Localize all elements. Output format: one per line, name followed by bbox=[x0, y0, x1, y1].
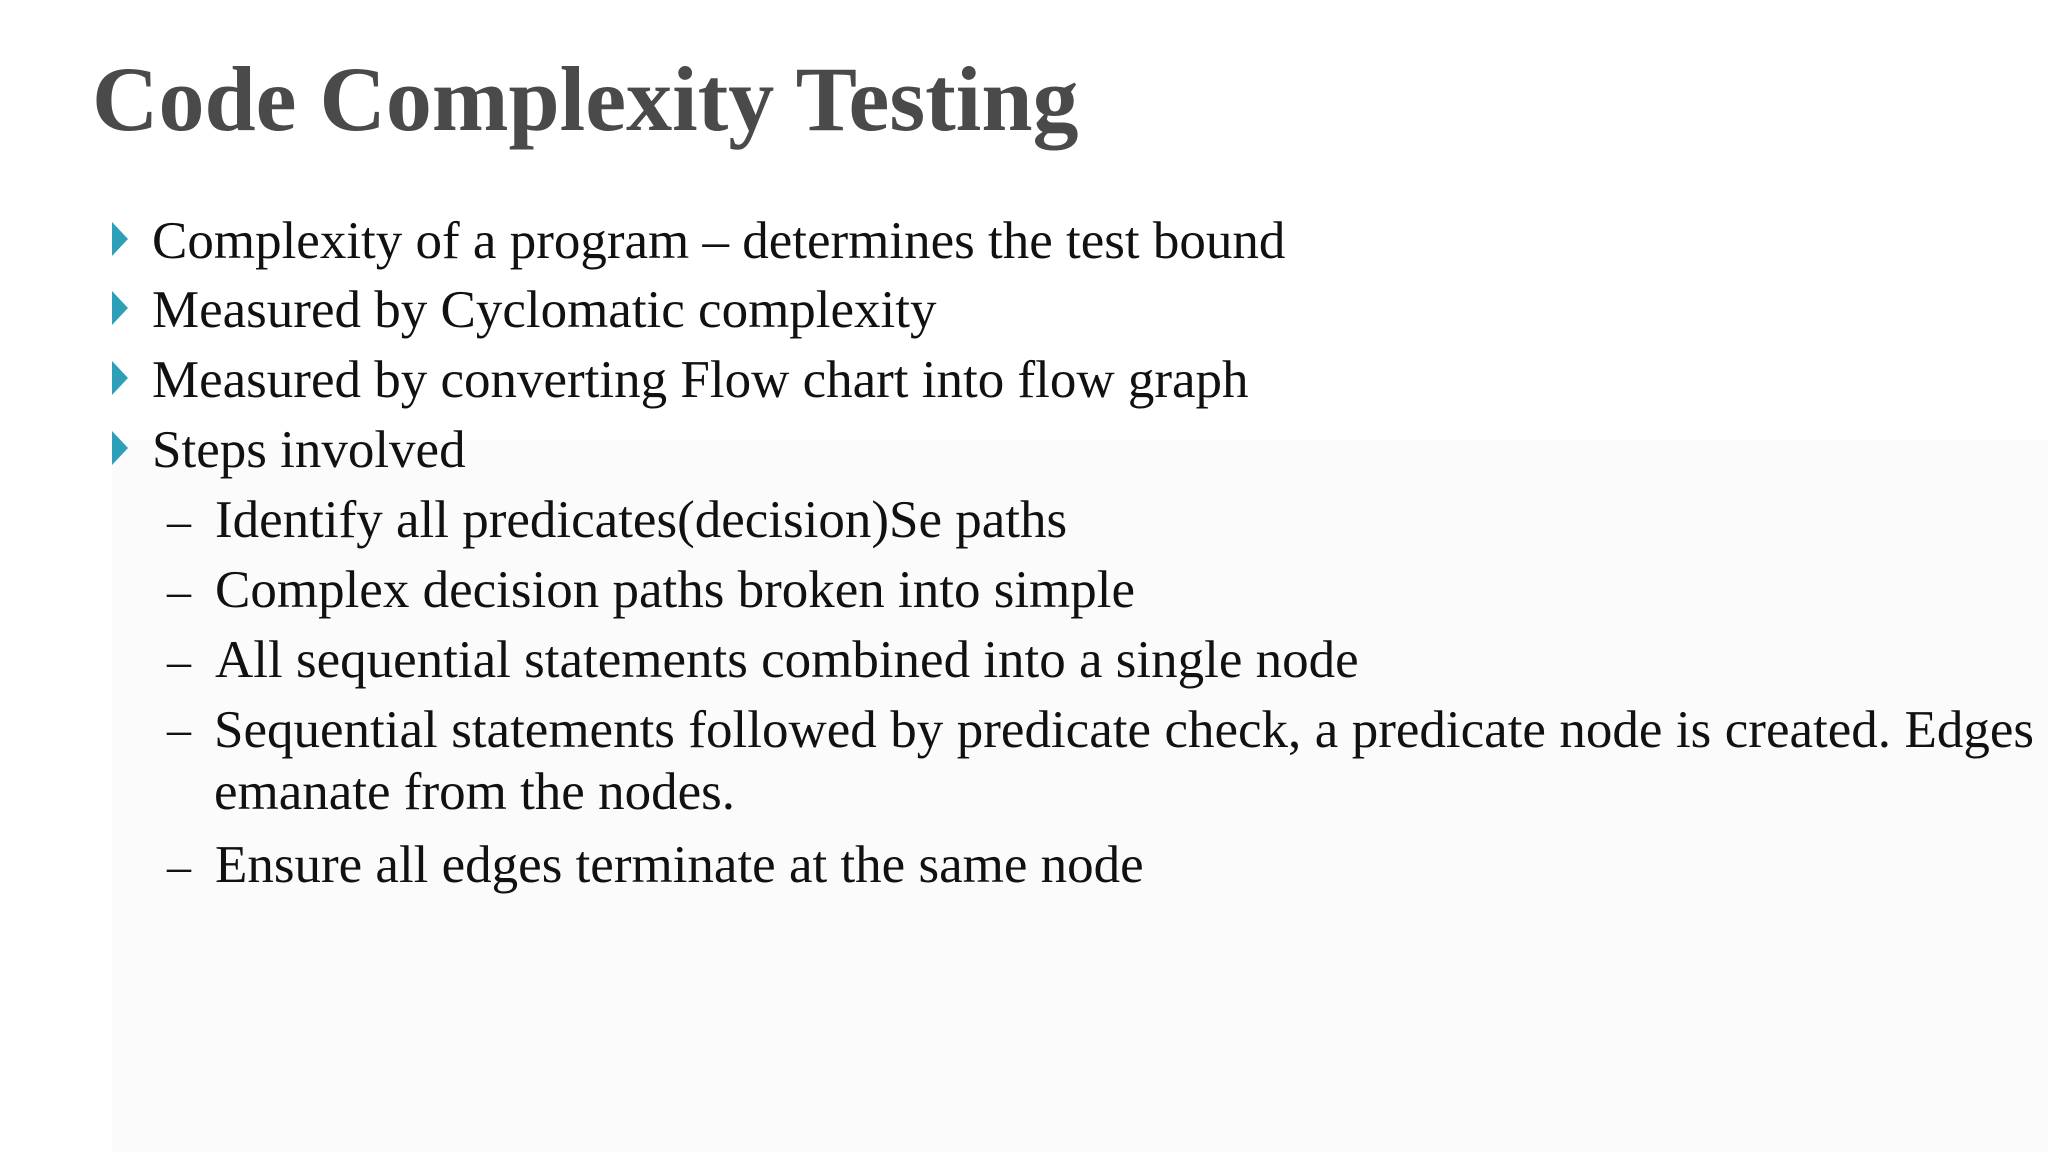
bullet-text: Steps involved bbox=[152, 421, 466, 479]
bullet-text: Measured by converting Flow chart into flow graph bbox=[152, 351, 1249, 409]
triangle-bullet-icon bbox=[112, 361, 128, 395]
bullet-item bbox=[112, 208, 1285, 274]
sub-bullet-text: Identify all predicates(decision)Se paths bbox=[215, 491, 1068, 549]
dash-bullet: – bbox=[167, 840, 191, 893]
triangle-bullet-icon bbox=[112, 291, 128, 325]
sub-bullet-text: All sequential statements combined into a single node bbox=[215, 631, 1359, 689]
dash-bullet: – bbox=[167, 495, 191, 548]
bullet-item bbox=[112, 417, 466, 483]
dash-bullet: – bbox=[167, 635, 191, 688]
sub-bullet-item bbox=[167, 697, 215, 763]
bullet-item bbox=[112, 277, 937, 343]
triangle-bullet-icon bbox=[112, 222, 128, 256]
sub-bullet-item bbox=[167, 627, 1359, 695]
dash-bullet: – bbox=[167, 703, 191, 756]
sub-bullet-item bbox=[167, 487, 1067, 555]
slide-title: Code Complexity Testing bbox=[92, 48, 1079, 150]
sub-bullet-text: Complex decision paths broken into simple bbox=[215, 561, 1136, 619]
sub-bullet-item bbox=[167, 832, 1144, 900]
bullet-item bbox=[112, 347, 1249, 413]
bullet-text: Complexity of a program – determines the test bound bbox=[152, 212, 1286, 270]
dash-bullet: – bbox=[167, 565, 191, 618]
triangle-bullet-icon bbox=[112, 431, 128, 465]
sub-bullet-text: Ensure all edges terminate at the same node bbox=[215, 836, 1144, 894]
sub-bullet-text: Sequential statements followed by predicate check, a predicate node is created. Edges emanate from the nodes. bbox=[214, 701, 2034, 821]
sub-bullet-item bbox=[167, 557, 1135, 625]
bullet-text: Measured by Cyclomatic complexity bbox=[152, 281, 937, 339]
